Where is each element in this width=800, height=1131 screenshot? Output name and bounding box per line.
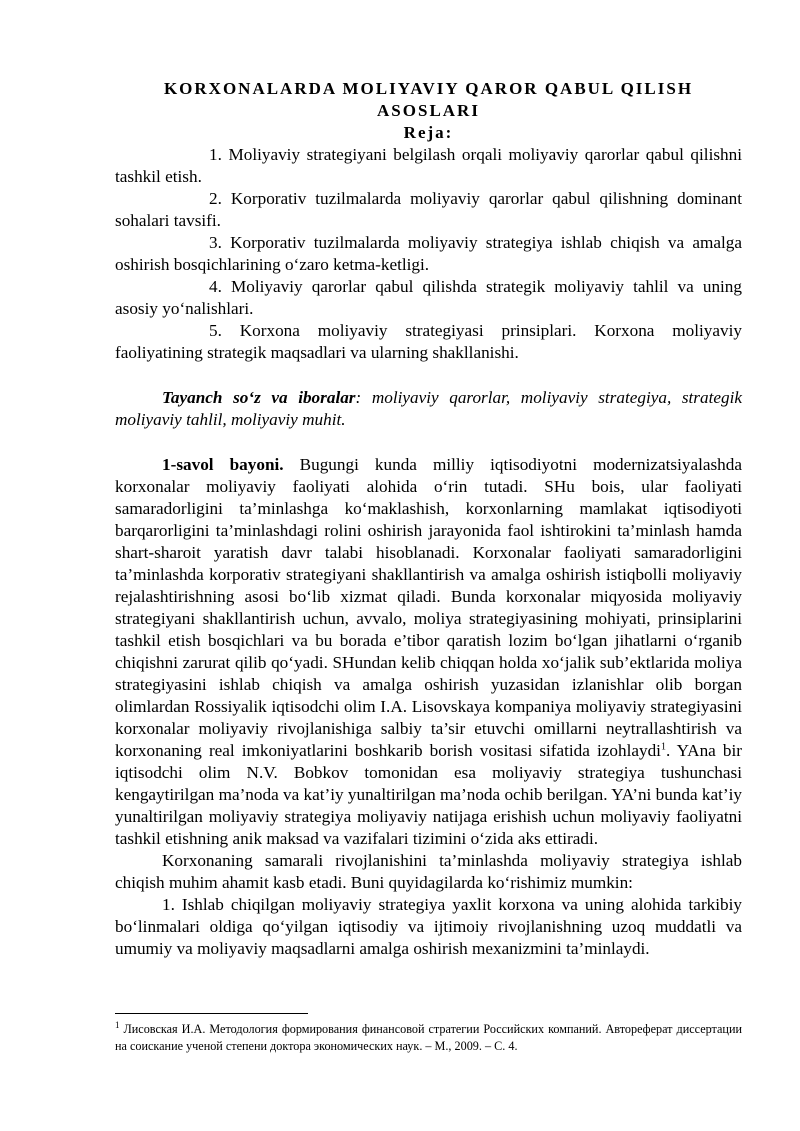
section-text-part2: . YAna bir iqtisodchi olim N.V. Bobkov tomonidan esa moliyaviy strategiya tushunchasi kengaytirilgan ma’noda va kat’iy yunaltirilgan ma’noda ochib berilgan. YA’ni bunda kat’iy yunaltirilgan moliyaviy strategiya moliyaviy natijaga erishish uchun moliyaviy faoliyatni tashkil etishning anik maksad va vazifalari tizimini o‘zida aks ettiradi.: [115, 741, 742, 848]
body-paragraph: 1. Ishlab chiqilgan moliyaviy strategiya yaxlit korxona va uning alohida tarkibiy bo‘linmalari oldiga qo‘yilgan iqtisodiy va ijtimoiy rivojlanishning uzoq muddatli va umumiy va moliyaviy maqsadlarni amalga oshirish mexanizmini ta’minlaydi.: [115, 895, 742, 958]
plan-item-number: 1.: [209, 145, 222, 164]
body-paragraph: Korxonaning samarali rivojlanishini ta’minlashda moliyaviy strategiya ishlab chiqish muhim ahamit kasb etadi. Buni quyidagilarda ko‘rishimiz mumkin:: [115, 851, 742, 892]
plan-item: [115, 276, 742, 320]
section-lead: 1-savol bayoni.: [162, 455, 284, 474]
footnote-number: 1: [115, 1019, 120, 1030]
plan-item-number: 4.: [209, 277, 222, 296]
plan-item: [115, 144, 742, 188]
keywords-label: Tayanch so‘z va iboralar: [162, 388, 356, 407]
plan-item-number: 2.: [209, 189, 222, 208]
plan-item-number: 3.: [209, 233, 222, 252]
plan-item: [115, 188, 742, 232]
section-paragraph: [115, 454, 742, 850]
document-page: [115, 78, 742, 960]
keywords-paragraph: [115, 387, 742, 431]
footnote-reference[interactable]: 1: [660, 741, 666, 753]
section-text-part1: Bugungi kunda milliy iqtisodiyotni modernizatsiyalashda korxonalar moliyaviy faoliyati alohida o‘rin tutadi. SHu bois, ular faoliyati samaradorligini ta’minlashga ko‘maklashish, korxonlarning mamlakat iqtisodiyoti barqarorligini ta’minlashdagi rolini oshirish jarayonida faol ishtirokini ta’minlash hamda shart-sharoit yaratish davr talabi hisoblanadi. Korxonalar faoliyati samaradorligini ta’minlashda korporativ strategiyani shakllantirish va amalga oshirish istiqbolli moliyaviy rejalashtirishning asosi bo‘lib xizmat qiladi. Bunda korxonalar miqyosida moliyaviy strategiyani shakllantirish uchun, avvalo, moliya strategiyasining mohiyati, prinsiplarini tashkil etish bosqichlari va bu borada e’tibor qaratish lozim bo‘lgan jihatlarni o‘rganib chiqishni zarurat qilib qo‘yadi. SHundan kelib chiqqan holda xo‘jalik sub’ektlarida moliya strategiyasini ishlab chiqish va amalga oshirish yuzasidan izlanishlar olib borgan olimlardan Rossiyalik iqtisodchi olim I.A. Lisovskaya kompaniya moliyaviy strategiyasini korxonalar moliyaviy rivojlanishiga salbiy ta’sir etuvchi omillarni neytrallashtirish va korxonaning real imkoniyatlarini boshkarib borish vositasi sifatida izohlaydi: [115, 455, 742, 760]
plan-list: [115, 144, 742, 364]
plan-item-text: Korporativ tuzilmalarda moliyaviy strategiya ishlab chiqish va amalga oshirish bosqichlarining o‘zaro ketma-ketligi.: [115, 233, 742, 274]
spacer: [115, 364, 742, 387]
plan-item: [115, 320, 742, 364]
plan-item-text: Korxona moliyaviy strategiyasi prinsiplari. Korxona moliyaviy faoliyatining strategik maqsadlari va ularning shakllanishi.: [115, 321, 742, 362]
plan-item-text: Moliyaviy qarorlar qabul qilishda strategik moliyaviy tahlil va uning asosiy yo‘nalishlari.: [115, 277, 742, 318]
plan-item-text: Moliyaviy strategiyani belgilash orqali moliyaviy qarorlar qabul qilishni tashkil etish.: [115, 145, 743, 186]
plan-item: [115, 232, 742, 276]
footnote: [115, 1021, 742, 1055]
document-title: KORXONALARDA MOLIYAVIY QAROR QABUL QILISH ASOSLARI: [163, 79, 694, 120]
keywords-text: : moliyaviy qarorlar, moliyaviy strategiya, strategik moliyaviy tahlil, moliyaviy muhit.: [115, 388, 742, 429]
plan-item-number: 5.: [209, 321, 222, 340]
footnote-text: Лисовская И.А. Методология формирования финансовой стратегии Российских компаний. Автореферат диссертации на соискание ученой степени доктора экономических наук. – М., 2009. – С. 4.: [115, 1022, 742, 1053]
plan-heading: Reja:: [403, 123, 454, 142]
spacer: [115, 431, 742, 454]
plan-item-text: Korporativ tuzilmalarda moliyaviy qarorlar qabul qilishning dominant sohalari tavsifi.: [115, 189, 743, 230]
footnote-separator: [115, 1013, 308, 1014]
